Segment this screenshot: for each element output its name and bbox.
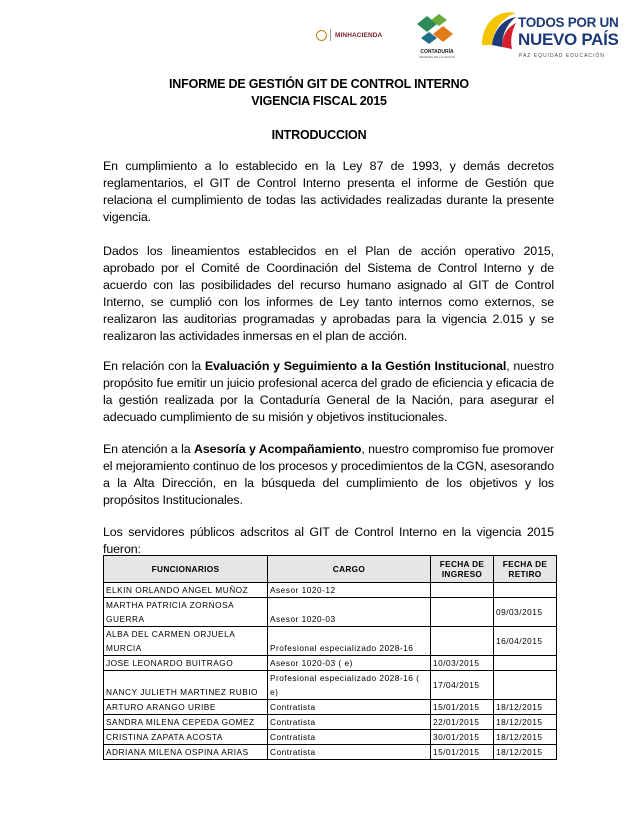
cell-start-date: 15/01/2015 (431, 700, 494, 715)
cell-position: Contratista (268, 715, 431, 730)
cell-position: Contratista (268, 730, 431, 745)
table-row (104, 627, 557, 656)
minhacienda-logo-text: MINHACIENDA (335, 31, 383, 39)
cell-name: JOSE LEONARDO BUITRAGO (104, 656, 268, 671)
cell-end-date: 18/12/2015 (494, 715, 557, 730)
header-cargo: CARGO (268, 556, 431, 583)
report-subtitle: VIGENCIA FISCAL 2015 (251, 94, 387, 108)
tricolor-swoosh-icon (476, 5, 520, 67)
cell-start-date: 10/03/2015 (431, 656, 494, 671)
cell-end-date: 18/12/2015 (494, 700, 557, 715)
table-row (104, 583, 557, 598)
table-row (104, 730, 557, 745)
section-title: INTRODUCCION (271, 128, 367, 142)
logo-divider (330, 29, 331, 41)
table-row (104, 715, 557, 730)
report-title: INFORME DE GESTIÓN GIT DE CONTROL INTERNO (169, 77, 469, 91)
cell-name: NANCY JULIETH MARTINEZ RUBIO (104, 671, 268, 700)
header-fecha-retiro: FECHA DE RETIRO (494, 556, 557, 583)
cell-name: ADRIANA MILENA OSPINA ARIAS (104, 745, 268, 760)
cgn-logo-subtext: GENERAL DE LA NACIÓN (418, 55, 456, 59)
coat-of-arms-icon (316, 30, 327, 41)
cell-end-date (494, 583, 557, 598)
logo-line-2: NUEVO PAÍS (518, 30, 619, 49)
cell-end-date: 18/12/2015 (494, 730, 557, 745)
cell-name: ELKIN ORLANDO ANGEL MUÑOZ (104, 583, 268, 598)
cgn-logo (413, 12, 461, 60)
cell-end-date (494, 656, 557, 671)
cell-position: Asesor 1020-03 (268, 598, 431, 627)
cell-start-date: 22/01/2015 (431, 715, 494, 730)
cell-start-date: 17/04/2015 (431, 671, 494, 700)
todos-por-un-nuevo-pais-logo (476, 5, 626, 67)
logo-line-1: TODOS POR UN (518, 15, 619, 30)
table-row (104, 656, 557, 671)
cell-position: Contratista (268, 700, 431, 715)
cell-start-date: 30/01/2015 (431, 730, 494, 745)
intro-paragraph-2: Dados los lineamientos establecidos en el Plan de acción operativo 2015, aprobado por el Comité de Coordinación del Sistema de Control Interno y de acuerdo con las posibilidades del recurso humano asignado al GIT de Control Interno, se cumplió con los informes de Ley tanto internos como externos, se realizaron las auditorias programadas y aprobadas para la vigencia 2.015 y se realizaron las actividades inmersas en el plan de acción. (103, 244, 554, 343)
cell-position: Asesor 1020-12 (268, 583, 431, 598)
cell-end-date: 09/03/2015 (494, 598, 557, 627)
minhacienda-logo (316, 28, 382, 42)
table-header-row (104, 556, 557, 583)
cell-start-date: 15/01/2015 (431, 745, 494, 760)
cell-start-date (431, 627, 494, 656)
cell-position: Contratista (268, 745, 431, 760)
cgn-logo-text: CONTADURÍA (420, 49, 454, 55)
cell-name: ARTURO ARANGO URIBE (104, 700, 268, 715)
table-row (104, 671, 557, 700)
cell-name: SANDRA MILENA CEPEDA GOMEZ (104, 715, 268, 730)
table-row (104, 700, 557, 715)
cell-name: CRISTINA ZAPATA ACOSTA (104, 730, 268, 745)
cell-start-date (431, 598, 494, 627)
staff-intro-paragraph: Los servidores públicos adscritos al GIT de Control Interno en la vigencia 2015 fueron: (103, 525, 554, 556)
staff-table (103, 555, 557, 760)
cell-end-date: 18/12/2015 (494, 745, 557, 760)
intro-paragraph-3: En relación con la Evaluación y Seguimiento a la Gestión Institucional, nuestro propósito fue emitir un juicio profesional acerca del grado de eficiencia y eficacia de la gestión realizada por la Contaduría General de la Nación, para asegurar el adecuado cumplimiento de su misión y objetivos institucionales. (103, 359, 554, 424)
cgn-emblem-icon (413, 12, 461, 48)
cell-name: MARTHA PATRICIA ZORNOSA GUERRA (104, 598, 268, 627)
cell-end-date (494, 671, 557, 700)
logo-tagline: PAZ EQUIDAD EDUCACIÓN (519, 53, 605, 59)
header-fecha-ingreso: FECHA DE INGRESO (431, 556, 494, 583)
cell-position: Asesor 1020-03 ( e) (268, 656, 431, 671)
bold-phrase: Evaluación y Seguimiento a la Gestión Institucional (204, 359, 507, 373)
cell-end-date: 16/04/2015 (494, 627, 557, 656)
table-row (104, 598, 557, 627)
cell-name: ALBA DEL CARMEN ORJUELA MURCIA (104, 627, 268, 656)
intro-paragraph-4: En atención a la Asesoría y Acompañamiento, nuestro compromiso fue promover el mejoramiento continuo de los procesos y procedimientos de la CGN, asesorando a la Alta Dirección, en la búsqueda del cumplimiento de los objetivos y los propósitos Institucionales. (103, 442, 555, 507)
table-row (104, 745, 557, 760)
cell-start-date (431, 583, 494, 598)
intro-paragraph-1: En cumplimiento a lo establecido en la Ley 87 de 1993, y demás decretos reglamentarios, el GIT de Control Interno presenta el informe de Gestión que relaciona el cumplimiento de todas las actividades realizadas durante la presente vigencia. (103, 159, 554, 224)
header-funcionarios: FUNCIONARIOS (104, 556, 268, 583)
cell-position: Profesional especializado 2028-16 (268, 627, 431, 656)
page-header (0, 0, 638, 70)
cell-position: Profesional especializado 2028-16 ( e) (268, 671, 431, 700)
bold-phrase: Asesoría y Acompañamiento (194, 442, 362, 456)
